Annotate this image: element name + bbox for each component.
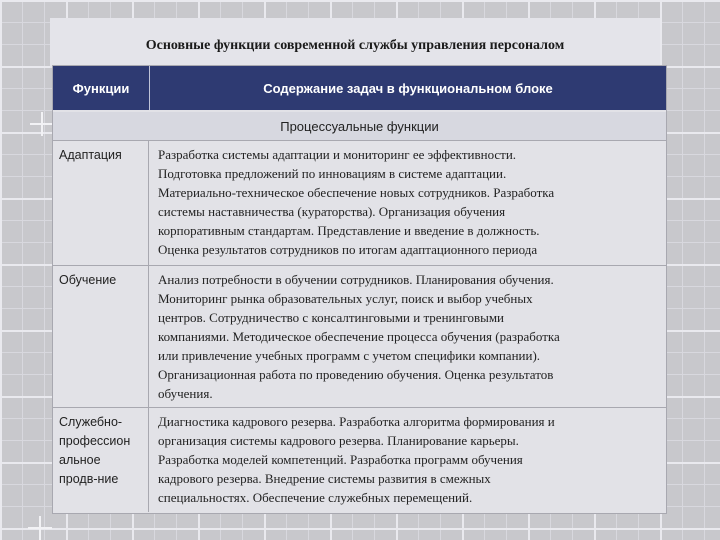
function-label: профессион xyxy=(59,434,131,448)
content-line: Материально-техническое обеспечение новых сотрудников. Разработка xyxy=(158,185,555,200)
section-header: Процессуальные функции xyxy=(53,112,666,141)
content-line: Мониторинг рынка образовательных услуг, поиск и выбор учебных xyxy=(158,291,533,306)
function-label: альное xyxy=(59,453,101,467)
content-line: обучения. xyxy=(158,386,213,401)
content-line: кадрового резерва. Внедрение системы развития в смежных xyxy=(158,471,491,486)
table-header xyxy=(53,66,666,110)
table-row xyxy=(53,266,666,408)
slide-title: Основные функции современной службы управления персоналом xyxy=(145,38,565,53)
content-line: компаниями. Методическое обеспечение процесса обучения (разработка xyxy=(158,329,560,344)
content-line: Организационная работа по проведению обучения. Оценка результатов xyxy=(158,367,554,382)
content-line: Подготовка предложений по инновациям в системе адаптации. xyxy=(158,166,507,181)
function-cell xyxy=(53,266,149,407)
functions-table xyxy=(52,65,667,514)
function-label: Обучение xyxy=(59,273,117,287)
content-cell xyxy=(150,141,664,265)
crosshair-decoration xyxy=(30,112,54,136)
function-label: Служебно- xyxy=(59,415,123,429)
content-cell xyxy=(150,408,664,512)
content-line: организация системы кадрового резерва. Планирование карьеры. xyxy=(158,433,519,448)
content-line: Анализ потребности в обучении сотрудников. Планирования обучения. xyxy=(158,272,554,287)
content-line: Оценка результатов сотрудников по итогам адаптационного периода xyxy=(158,242,538,257)
content-line: или привлечение учебных программ с учетом специфики компании). xyxy=(158,348,541,363)
content-line: системы наставничества (кураторства). Организация обучения xyxy=(158,204,506,219)
crosshair-decoration xyxy=(28,516,52,540)
header-functions: Функции xyxy=(53,66,150,110)
content-line: Разработка моделей компетенций. Разработка программ обучения xyxy=(158,452,523,467)
header-content: Содержание задач в функциональном блоке xyxy=(263,80,553,96)
content-line: Диагностика кадрового резерва. Разработка алгоритма формирования и xyxy=(158,414,555,429)
function-cell xyxy=(53,408,149,512)
table-row xyxy=(53,408,666,512)
content-line: Разработка системы адаптации и мониторинг ее эффективности. xyxy=(158,147,517,162)
function-cell xyxy=(53,141,149,265)
function-label: продв-ние xyxy=(59,472,119,486)
content-cell xyxy=(150,266,664,407)
table-row xyxy=(53,141,666,266)
function-label: Адаптация xyxy=(59,148,122,162)
content-line: специальностях. Обеспечение служебных перемещений. xyxy=(158,490,473,505)
content-line: корпоративным стандартам. Представление и введение в должность. xyxy=(158,223,540,238)
content-line: центров. Сотрудничество с консалтинговыми и тренинговыми xyxy=(158,310,505,325)
